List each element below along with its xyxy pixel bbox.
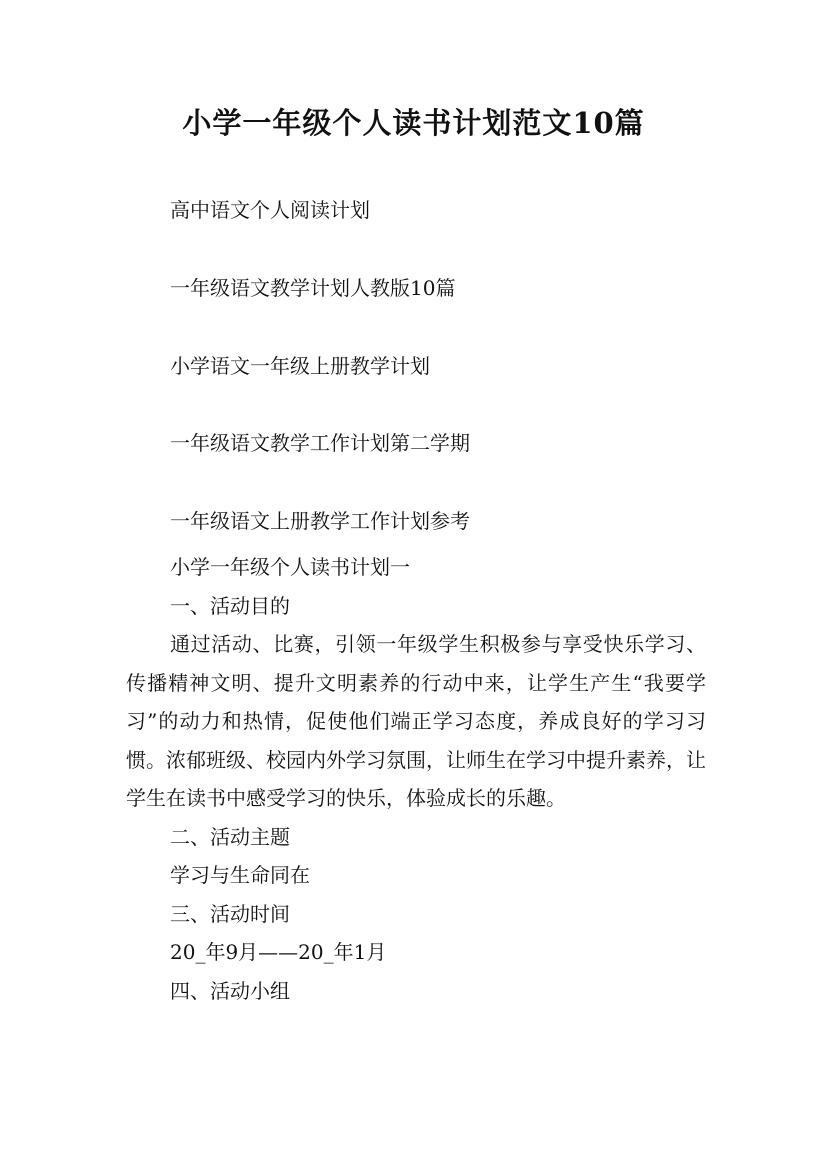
section-content: 学习与生命同在 <box>170 863 310 887</box>
toc-item: 一年级语文教学工作计划第二学期 <box>170 431 470 455</box>
toc-item: 一年级语文上册教学工作计划参考 <box>170 509 470 533</box>
toc-item: 高中语文个人阅读计划 <box>170 198 370 222</box>
section-heading: 一、活动目的 <box>170 593 290 618</box>
plan-title: 小学一年级个人读书计划一 <box>170 555 410 579</box>
toc-item: 小学语文一年级上册教学计划 <box>170 354 430 378</box>
section-heading: 四、活动小组 <box>170 978 290 1003</box>
document-body <box>126 548 706 1010</box>
section-heading: 二、活动主题 <box>170 824 290 849</box>
section-paragraph: 通过活动、比赛，引领一年级学生积极参与享受快乐学习、传播精神文明、提升文明素养的行动中来，让学生产生“我要学习”的动力和热情，促使他们端正学习态度，养成良好的学习习惯。浓郁班级、校园内外学习氛围，让师生在学习中提升素养，让学生在读书中感受学习的快乐，体验成长的乐趣。 <box>126 632 706 810</box>
toc-item: 一年级语文教学计划人教版10篇 <box>170 276 456 300</box>
section-content: 20_年9月——20_年1月 <box>170 940 387 964</box>
section-heading: 三、活动时间 <box>170 901 290 926</box>
document-title: 小学一年级个人读书计划范文10篇 <box>182 106 645 140</box>
